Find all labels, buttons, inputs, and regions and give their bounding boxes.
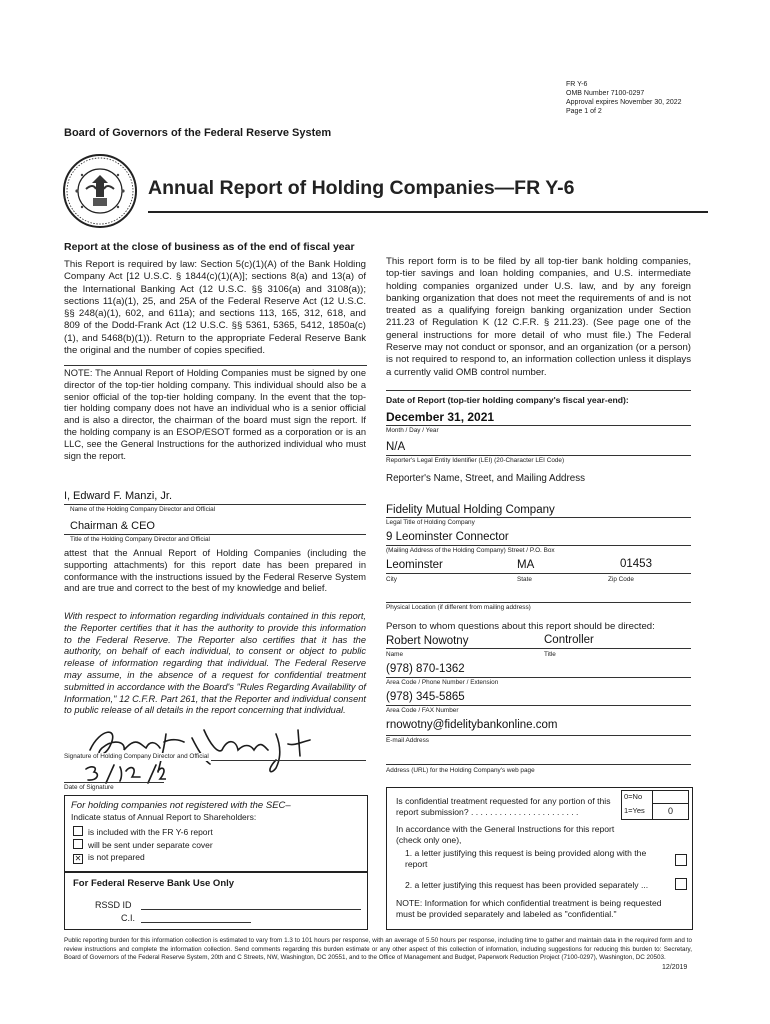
- legend-yes: 1=Yes: [624, 806, 645, 815]
- contact-title-label: Title: [544, 651, 556, 658]
- lei-value[interactable]: N/A: [386, 441, 406, 453]
- state-label: State: [517, 576, 532, 583]
- omb-number: OMB Number 7100-0297: [566, 90, 645, 97]
- approval-expiry: Approval expires November 30, 2022: [566, 99, 682, 106]
- url-label: Address (URL) for the Holding Company's web page: [386, 767, 535, 774]
- fax-label: Area Code / FAX Number: [386, 707, 459, 714]
- checkbox[interactable]: [73, 839, 83, 849]
- option-included[interactable]: is included with the FR Y-6 report: [73, 826, 213, 838]
- page-number: Page 1 of 2: [566, 108, 602, 115]
- accordance-text: In accordance with the General Instructions for this report (check only one),: [396, 824, 615, 845]
- street-label: (Mailing Address of the Holding Company) Street / P.O. Box: [386, 547, 555, 554]
- date-of-report-label: Date of Report (top-tier holding company's fiscal year-end):: [386, 395, 629, 405]
- field-line: [386, 425, 691, 426]
- title-rule: [148, 211, 708, 213]
- filing-requirements-text: This report form is to be filed by all top-tier bank holding companies, top-tier savings and loan holding companies, and U.S. intermediate holding companies organized under U.S. law, and by any foreign banking organization that does not meet the requirements of and is not treated as a qualifying foreign banking organization under Section 211.23 of Regulation K (12 C.F.R. § 211.23). (See page one of the general instructions for more detail of who must file.) The Federal Reserve may not conduct or sponsor, and an organization (or a person) is not required to respond to, an information collection unless it displays a currently valid OMB control number.: [386, 256, 691, 378]
- date-of-signature-label: Date of Signature: [64, 784, 114, 791]
- field-line: [386, 705, 691, 706]
- option-separate[interactable]: will be sent under separate cover: [73, 839, 213, 851]
- field-line: [386, 573, 691, 574]
- frb-use-box: [64, 872, 368, 930]
- checkbox-letter-separate[interactable]: [675, 878, 687, 890]
- form-id: FR Y-6: [566, 81, 588, 88]
- signer-title: Chairman & CEO: [70, 520, 155, 532]
- reporter-heading: Reporter's Name, Street, and Mailing Address: [386, 473, 585, 484]
- confidential-treatment-box: [386, 787, 693, 930]
- divider: [386, 390, 691, 391]
- phone-label: Area Code / Phone Number / Extension: [386, 679, 499, 686]
- field-line: [386, 545, 691, 546]
- federal-reserve-seal-icon: [62, 153, 138, 229]
- contact-heading: Person to whom questions about this report should be directed:: [386, 621, 655, 632]
- zip-label: Zip Code: [608, 576, 634, 583]
- option-not-prepared[interactable]: ✕ is not prepared: [74, 852, 145, 863]
- answer-legend-box: [621, 790, 689, 820]
- signature-note: NOTE: The Annual Report of Holding Companies must be signed by one director of the top-tier holding company. This individual should also be a senior official of the top-tier holding company. In the event that the top-tier holding company does not have an individual who is a senior official and is also a director, the chairman of the board must sign the report. If the holding company is an ESOP/ESOT formed as a corporation or is an LLC, see the General Instructions for the authorized individual who must sign the report.: [64, 368, 366, 461]
- signature-label: Signature of Holding Company Director and Official: [64, 753, 209, 760]
- signer-title-label: Title of the Holding Company Director and Official: [70, 536, 210, 543]
- field-line: [386, 602, 691, 603]
- checkbox-letter-with-report[interactable]: [675, 854, 687, 866]
- signer-name: Edward F. Manzi, Jr.: [73, 490, 173, 502]
- divider: [64, 365, 367, 366]
- company-name-label: Legal Title of Holding Company: [386, 519, 475, 526]
- contact-phone[interactable]: (978) 870-1362: [386, 663, 465, 675]
- field-line: [64, 504, 366, 505]
- date-of-report-value[interactable]: December 31, 2021: [386, 410, 495, 424]
- rssd-label: RSSD ID: [95, 900, 132, 910]
- divider: [652, 791, 653, 819]
- company-street[interactable]: 9 Leominster Connector: [386, 531, 509, 543]
- option-letter-separate: 2. a letter justifying this request has been provided separately ...: [405, 880, 649, 890]
- confidential-note: NOTE: Information for which confidential treatment is being requested must be provided separately and labeled as "confidential.": [396, 898, 662, 919]
- field-line: [386, 677, 691, 678]
- option-letter-with-report: 1. a letter justifying this request is being provided along with the report: [405, 848, 647, 869]
- signer-name-label: Name of the Holding Company Director and Official: [70, 506, 216, 513]
- date-format-label: Month / Day / Year: [386, 427, 439, 434]
- confidential-question: Is confidential treatment requested for any portion of this report submission? . . . . . . . . . . . . . . . . . . . . . . .: [396, 796, 611, 817]
- form-meta: [566, 80, 716, 116]
- ci-label: C.I.: [121, 913, 136, 923]
- attestation-body: attest that the Annual Report of Holding Companies (including the supporting attachments) for this report date has been prepared in conformance with the instructions issued by the Federal Reserve System and are true and correct to the best of my knowledge and belief.: [64, 548, 366, 594]
- contact-fax[interactable]: (978) 345-5865: [386, 691, 465, 703]
- field-line: [386, 455, 691, 456]
- field-line: [386, 764, 691, 765]
- confidential-answer[interactable]: 0: [668, 806, 674, 816]
- company-zip[interactable]: 01453: [620, 558, 652, 570]
- email-label: E-mail Address: [386, 737, 429, 744]
- contact-name[interactable]: Robert Nowotny: [386, 635, 469, 647]
- contact-email[interactable]: rnowotny@fidelitybankonline.com: [386, 719, 558, 731]
- checkbox[interactable]: [73, 826, 83, 836]
- legend-no: 0=No: [624, 792, 643, 801]
- contact-title[interactable]: Controller: [544, 634, 594, 646]
- divider: [652, 803, 688, 804]
- not-registered-title: For holding companies not registered with the SEC–: [71, 800, 291, 811]
- company-state[interactable]: MA: [517, 559, 535, 571]
- city-label: City: [386, 576, 398, 583]
- shareholder-report-status-box: [64, 795, 368, 872]
- page-title: Annual Report of Holding Companies—FR Y-6: [148, 177, 575, 199]
- subtitle: Report at the close of business as of the end of fiscal year: [64, 241, 355, 253]
- field-line: [386, 517, 691, 518]
- field-line: [386, 735, 691, 736]
- field-line: [386, 648, 691, 649]
- field-line: [64, 534, 366, 535]
- not-registered-subtitle: Indicate status of Annual Report to Shareholders:: [71, 812, 257, 822]
- privacy-certification-text: With respect to information regarding individuals contained in this report, the Reporter certifies that it has the authority to provide this information to the Federal Reserve. The Reporter also certifies that it has the authority, on behalf of each individual, to consent or object to public release of information regarding that individual. The Federal Reserve may assume, in the absence of a request for confidential treatment submitted in accordance with the Board's "Rules Regarding Availability of Information," 12 C.F.R. Part 261, that the Reporter and individual consent to public release of all details in the report concerning that individual.: [64, 611, 366, 716]
- field-line: [141, 909, 361, 910]
- attestation-text: [64, 548, 366, 595]
- frb-use-title: For Federal Reserve Bank Use Only: [73, 878, 235, 889]
- legal-authority-text: This Report is required by law: Section 5(c)(1)(A) of the Bank Holding Company Act [12 U.S.C. § 1844(c)(1)(A)]; sections 8(a) and 13(a) of the International Banking Act (12 U.S.C. §§ 3106(a) and 3108(a)); sections 11(a)(1), 25, and 25A of the Federal Reserve Act (12 U.S.C. §§ 248(a)(1), 602, and 611a); and sections 113, 165, 312, 618, and 809 of the Dodd-Frank Act (12 U.S.C. §§ 5361, 5365, 5412, 1850a(c)(1), and 5468(b)(1)). Return to the appropriate Federal Reserve Bank the original and the number of copies specified.: [64, 259, 366, 357]
- board-name: Board of Governors of the Federal Reserve System: [64, 127, 332, 139]
- field-line: [141, 922, 251, 923]
- burden-statement: Public reporting burden for this information collection is estimated to vary from 1.3 to 101 hours per response, with an average of 5.50 hours per response, including time to gather and maintain data in the required form and to review instructions and complete the information collection. Send comments regarding this burden estimate or any other aspect of this collection of information, including suggestions for reducing this burden to: Secretary, Board of Governors of the Federal Reserve System, 20th and C Streets, NW, Washington, DC 20551, and to the Office of Management and Budget, Paperwork Reduction Project (7100-0297), Washington, DC 20503.: [64, 937, 692, 962]
- contact-name-label: Name: [386, 651, 404, 658]
- physical-location-label: Physical Location (if different from mailing address): [386, 604, 531, 611]
- checkbox-checked[interactable]: ✕: [74, 854, 82, 863]
- company-city[interactable]: Leominster: [386, 559, 443, 571]
- lei-label: Reporter's Legal Entity Identifier (LEI) (20-Character LEI Code): [386, 457, 565, 464]
- company-name[interactable]: Fidelity Mutual Holding Company: [386, 504, 555, 516]
- signer-prefix: I,: [64, 490, 71, 502]
- form-revision-code: 12/2019: [662, 964, 688, 971]
- field-line: [64, 782, 164, 783]
